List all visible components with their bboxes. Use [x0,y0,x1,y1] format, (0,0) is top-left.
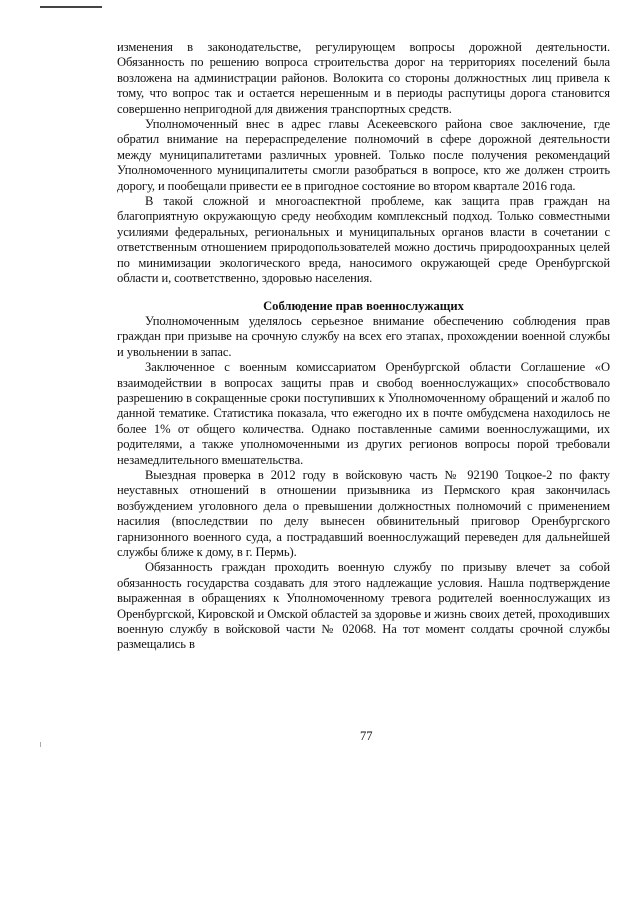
paragraph-state-obligation: Обязанность граждан проходить военную службу по призыву влечет за собой обязанность государства создавать для этого надлежащие условия. Нашла подтверждение выраженная в обращениях к Уполномоченному тревога родителей военнослужащих из Оренбургской, Кировской и Омской областей за здоровье и жизнь своих детей, проходивших военную службу в войсковой части № 02068. На тот момент солдаты срочной службы размещались в [117,560,610,652]
document-page [117,40,610,653]
section-heading: Соблюдение прав военнослужащих [263,298,464,313]
section-gap [117,287,610,291]
paragraph-agreement: Заключенное с военным комиссариатом Оренбургской области Соглашение «О взаимодействии в вопросах защиты прав и свобод военнослужащих» способствовало разрешению в сокращенные сроки поступивших к Уполномоченному обращений и жалоб по данной тематике. Статистика показала, что ежегодно их в почте омбудсмена находилось не более 1% от общего количества. Однако поставленные самими военнослужащими, их родителями, а также уполномоченными из других регионов вопросы порой требовали незамедлительного вмешательства. [117,360,610,467]
paragraph-ombudsman-conclusion: Уполномоченный внес в адрес главы Асекеевского района свое заключение, где обратил внимание на перераспределение полномочий в сфере дорожной деятельности между муниципалитетами различных уровней. Только после получения рекомендаций Уполномоченного муниципалитеты смогли разобраться в вопросе, кто же должен строить дорогу, и пообещали привести ее в пригодное состояние во втором квартале 2016 года. [117,117,610,193]
scan-edge-mark [40,6,102,8]
paragraph-inspection: Выездная проверка в 2012 году в войсковую часть № 92190 Тоцкое-2 по факту неуставных отношений в отношении призывника из Пермского края закончилась возбуждением уголовного дела о превышении должностных полномочий с применением насилия (впоследствии по делу вынесен обвинительный приговор Оренбургского гарнизонного военного суда, а пострадавший военнослужащий переведен для дальнейшей службы ближе к дому, в г. Пермь). [117,467,610,559]
paragraph-conscription: Уполномоченным уделялось серьезное внимание обеспечению соблюдения прав граждан при призыве на срочную службу на всех его этапах, прохождении военной службы и увольнении в запас. [117,313,610,359]
margin-mark [40,742,41,747]
paragraph-environment: В такой сложной и многоаспектной проблеме, как защита прав граждан на благоприятную окружающую среду необходим комплексный подход. Только совместными усилиями федеральных, региональных и муниципальных органов власти в сочетании с ответственным отношением природопользователей можно достичь природоохранных целей по минимизации экологического вреда, наносимого окружающей среде Оренбургской области и, соответственно, здоровью населения. [117,194,610,286]
page-number: 77 [360,729,373,743]
paragraph-continued: изменения в законодательстве, регулирующем вопросы дорожной деятельности. Обязанность по решению вопроса строительства дорог на территориях поселений была возложена на администрации районов. Волокита со стороны должностных лиц привела к тому, что вопрос так и остается нерешенным и в периоды распутицы дорога становится совершенно непригодной для движения транспортных средств. [117,40,610,116]
